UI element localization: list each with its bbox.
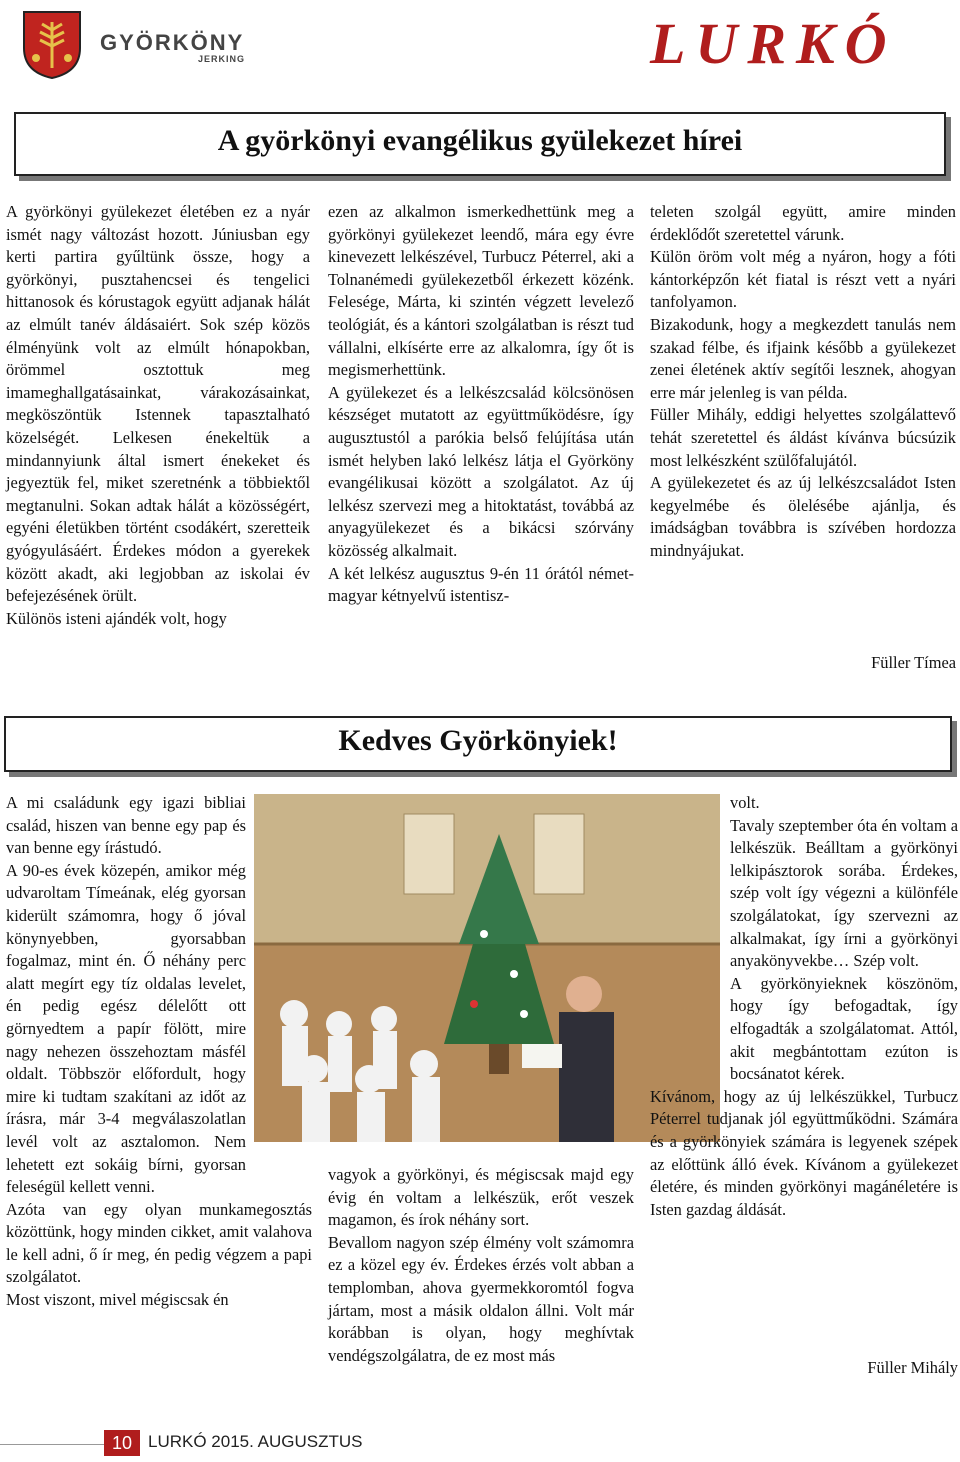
article-column-3 (650, 201, 956, 563)
paragraph: Most viszont, mivel mégiscsak én (6, 1290, 229, 1310)
paragraph: Külön öröm volt még a nyáron, hogy a fóti kántorképzőn két fiatal is részt vett a nyári tanfolyamon. (650, 247, 956, 312)
paragraph: ezen az alkalmon ismerkedhettünk meg a györkönyi gyülekezet leendő, mára egy évre kinevezett lelkészével, Turbucz Péterrel, aki a Tolnanémedi gyülekezetből érkezett közénk. Felesége, Márta, ki szintén végzett levelező teológiát, és a kántori szolgálatban is részt tud vállalni, elkísérte erre az alkalomra, így őt is megismerhettünk. (328, 202, 634, 380)
paragraph: volt. (730, 793, 760, 812)
paragraph: Kívánom, hogy az új lelkészükkel, Turbucz Péterrel tudjanak jól együttműködni. Számára és a györkönyiek számára is legyenek szépek az előttünk álló évek. Kívánom a gyülekezet életére, és minden györkönyi magánéletére is Isten gazdag áldását. (650, 1086, 958, 1219)
paragraph: Tavaly szeptember óta én voltam a lelkészük. Beálltam a györkönyi lelkipásztorok sorába. Érdekes, szép volt így végezni a különféle szolgálatokat, így szervezni az alkalmakat, így írni a györkönyi anyakönyvekbe… Szép volt. (730, 815, 958, 971)
paragraph: A mi családunk egy igazi bibliai család, hiszen van benne egy pap és van benne egy írástudó. (6, 793, 246, 858)
page-number: 10 (104, 1430, 140, 1456)
author-signature: Füller Mihály (867, 1358, 958, 1377)
magazine-brand-logo: LURKÓ (650, 11, 897, 76)
article-title: A györkönyi evangélikus gyülekezet hírei (217, 124, 743, 157)
article-column-3 (650, 792, 958, 1221)
issue-label: LURKÓ 2015. AUGUSZTUS (148, 1432, 363, 1451)
paragraph: A gyülekezetet és az új lelkészcsaládot Isten kegyelmébe és ölelésébe ajánlja, és imádságban továbbra is szívében hordozza mindnyájukat. (650, 473, 956, 560)
paragraph: vagyok a györkönyi, és mégiscsak majd egy évig én voltam a lelkészük, erőt veszek magamon, és írok néhány sort. (328, 1165, 634, 1230)
town-subtitle: JERKING (198, 54, 246, 64)
author-signature: Füller Tímea (871, 653, 956, 672)
article-title: Kedves Györkönyiek! (338, 724, 618, 757)
paragraph: teleten szolgál együtt, amire minden érdeklődőt szeretettel várunk. (650, 202, 956, 244)
paragraph: Bizakodunk, hogy a megkezdett tanulás nem szakad félbe, és ifjaink később a gyülekezet zenei életének aktív segítői lesznek, ahogyan erre már jelenleg is van példa. (650, 314, 956, 402)
paragraph: A gyülekezet és a lelkészcsalád kölcsönösen készséget mutatott az együttműködésre, így augusztustól a parókia belső felújítása után ismét helyben lakó lelkész látja el Györköny evangélikusai között a szolgálatot. Az új lelkész szervezi meg a hitoktatást, továbbá az anyagyülekezet és a bikácsi szórvány közösség alkalmait. (328, 382, 634, 560)
article-column-2 (328, 1164, 634, 1367)
paragraph: Bevallom nagyon szép élmény volt számomra ez a közel egy év. Érdekes érzés volt abban a templomban, ahova gyermekkoromtól fogva jártam, most a másik oldalon állni. Volt már korábban is olyan, hogy meghívtak vendégszolgálatra, de ez most más (328, 1232, 634, 1365)
article-column-1 (6, 201, 310, 630)
paragraph: Azóta van egy olyan munkamegosztás közöttünk, hogy minden cikket, amit valahova le kell adni, ő ír meg, én pedig végzem a papi szolgálatot. (6, 1199, 312, 1287)
paragraph: Füller Mihály, eddigi helyettes szolgálattevő tehát szeretettel és áldást kívánva búcsúzik most lelkészként szülőfalujától. (650, 405, 956, 470)
paragraph: A két lelkész augusztus 9-én 11 órától német-magyar kétnyelvű istentisz- (328, 563, 634, 606)
article-column-2 (328, 201, 634, 608)
paragraph: Különös isteni ajándék volt, hogy (6, 608, 227, 628)
paragraph: A györkönyi gyülekezet életében ez a nyár ismét nagy változást hozott. Júniusban egy kerti partira gyűltünk össze, hogy a györkönyi, pusztahencsei és tengelici hittanosok és kórustagok együtt adjanak hálát az elmúlt tanév áldásaiért. Sok szép közös élményünk volt az elmúlt hónapokban, örömmel osztottuk meg imameghallgatásainkat, várakozásainkat, megköszöntük Istennek tapasztalható közelségét. Lelkesen énekeltük a mindannyiunk által ismert énekeket és jegyeztük fel, miket szeretnénk a többiektől megtanulni. Sokan adtak hálát a közösségért, egyéni életükben történt csodákért, szeretteik gyógyulásáért. Érdekes módon a gyerekek között akadt, aki legjobban az iskolai év befejezésének örült. (6, 202, 310, 606)
paragraph: A 90-es évek közepén, amikor még udvaroltam Tímeának, elég gyorsan kiderült számomra, hogy ő jóval könynyebben, gyorsabban fogalmaz, mint én. Ő néhány perc alatt megírt egy tíz oldalas levelet, én pedig egész délelőtt ott görnyedtem a papír fölött, mire nagy nehezen összehoztam másfél oldalt. Többször előfordult, hogy mire ki tudtam szakítani az időt az írásra, már 3-4 megválaszolatlan levél volt az asztalomon. Nem lehetett ezt sokáig bírni, gyorsan feleségül kellett venni. (6, 860, 246, 1197)
town-name: GYÖRKÖNY (100, 30, 245, 55)
page-header (0, 0, 960, 90)
paragraph: A györkönyieknek köszönöm, hogy így befogadtak, így elfogadták a szolgálatomat. Attól, akit megbántottam ezúton is bocsánatot kérek. (730, 973, 958, 1084)
town-crest-logo (20, 8, 84, 80)
footer-rule (0, 1444, 104, 1445)
